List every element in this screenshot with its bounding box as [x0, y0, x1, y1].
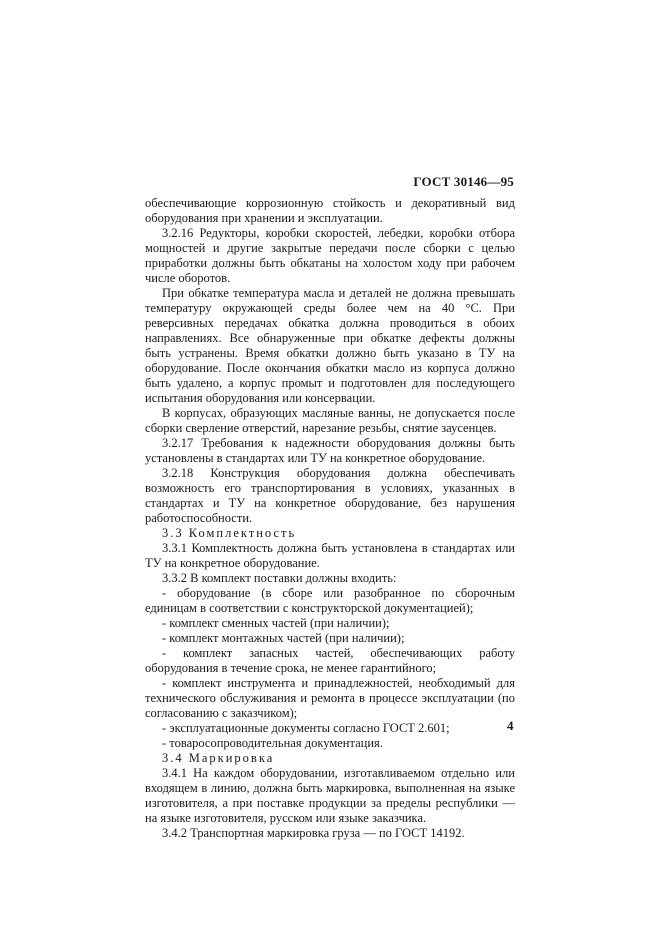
section-heading-3-4: 3.4 Маркировка — [162, 751, 275, 765]
paragraph-3-2-16: 3.2.16 Редукторы, коробки скоростей, лебедки, коробки отбора мощностей и другие закрытые передачи после сборки с целью приработки должны быть обкатаны на холостом ходу при рабочем числе оборотов. — [145, 226, 515, 285]
paragraph-3-2-17: 3.2.17 Требования к надежности оборудования должны быть установлены в стандартах или ТУ на конкретное оборудование. — [145, 436, 515, 465]
paragraph-3-2-18: 3.2.18 Конструкция оборудования должна обеспечивать возможность его транспортирования в условиях, указанных в стандартах и ТУ на конкретное оборудование, без нарушения работоспособности. — [145, 466, 515, 525]
paragraph-3-4-1: 3.4.1 На каждом оборудовании, изготавливаемом отдельно или входящем в линию, должна быть маркировка, выполненная на языке изготовителя, а при поставке продукции за пределы республики — на языке изготовителя, русском или языке заказчика. — [145, 766, 515, 825]
document-body — [145, 196, 515, 841]
paragraph-oil-baths: В корпусах, образующих масляные ванны, не допускается после сборки сверление отверстий, нарезание резьбы, снятие заусенцев. — [145, 406, 515, 435]
list-item: - эксплуатационные документы согласно ГОСТ 2.601; — [162, 721, 450, 735]
list-item: - комплект запасных частей, обеспечивающих работу оборудования в течение срока, не менее гарантийного; — [145, 646, 515, 675]
list-item: - комплект сменных частей (при наличии); — [162, 616, 390, 630]
document-id-header: ГОСТ 30146—95 — [413, 174, 514, 189]
paragraph-3-4-2: 3.4.2 Транспортная маркировка груза — по ГОСТ 14192. — [162, 826, 465, 840]
list-item: - оборудование (в сборе или разобранное по сборочным единицам в соответствии с конструкторской документацией); — [145, 586, 515, 615]
paragraph-3-3-2: 3.3.2 В комплект поставки должны входить: — [162, 571, 397, 585]
page-number: 4 — [507, 718, 514, 733]
paragraph-running-in: При обкатке температура масла и деталей не должна превышать температуру окружающей среды более чем на 40 °С. При реверсивных передачах обкатка должна проводиться в обоих направлениях. Все обнаруженные при обкатке дефекты должны быть устранены. Время обкатки должно быть указано в ТУ на оборудование. После окончания обкатки масло из корпуса должно быть удалено, а корпус промыт и подготовлен для последующего испытания оборудования или консервации. — [145, 286, 515, 405]
paragraph-3-3-1: 3.3.1 Комплектность должна быть установлена в стандартах или ТУ на конкретное оборудование. — [145, 541, 515, 570]
list-item: - комплект монтажных частей (при наличии); — [162, 631, 405, 645]
list-item: - товаросопроводительная документация. — [162, 736, 383, 750]
list-item: - комплект инструмента и принадлежностей, необходимый для технического обслуживания и ремонта в процессе эксплуатации (по согласованию с заказчиком); — [145, 676, 515, 720]
section-heading-3-3: 3.3 Комплектность — [162, 526, 297, 540]
paragraph: обеспечивающие коррозионную стойкость и декоративный вид оборудования при хранении и эксплуатации. — [145, 196, 515, 225]
